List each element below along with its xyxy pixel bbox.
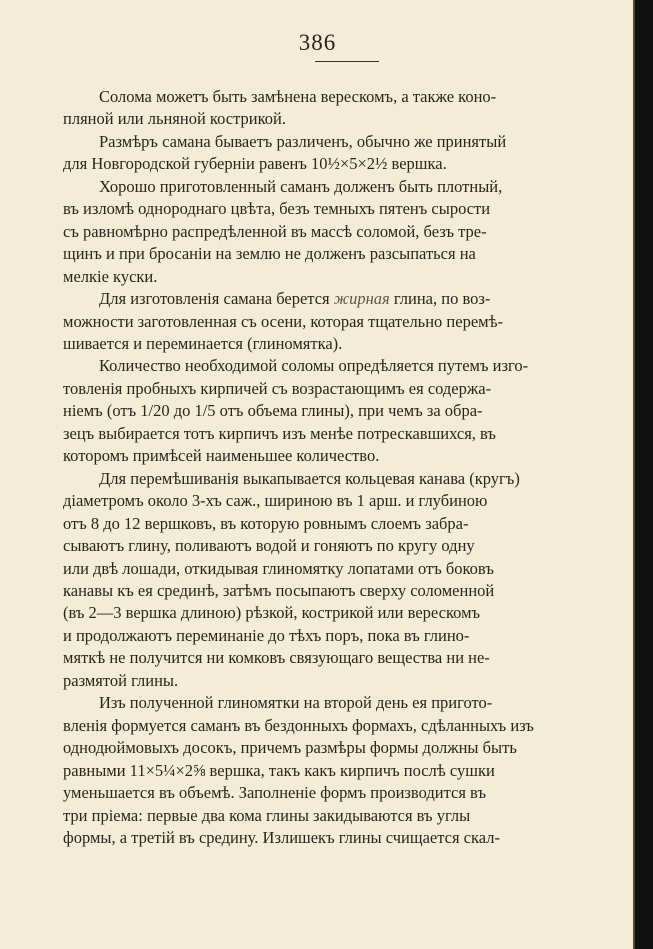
text-line: сываютъ глину, поливаютъ водой и гоняютъ по кругу одну bbox=[63, 536, 475, 556]
text-line: (въ 2—3 вершка длиною) рѣзкой, кострикой или верескомъ bbox=[63, 603, 481, 623]
text-line: равными 11×5¼×2⅝ вершка, такъ какъ кирпичъ послѣ сушки bbox=[63, 760, 495, 780]
text-line: мяткѣ не получится ни комковъ связующаго вещества ни не- bbox=[63, 648, 490, 668]
text-line: мелкіе куски. bbox=[63, 266, 158, 286]
text-line: для Новгородской губерніи равенъ 10½×5×2½ вершка. bbox=[63, 154, 447, 174]
text-line: уменьшается въ объемѣ. Заполненіе формъ производится въ bbox=[63, 783, 486, 803]
text-line: отъ 8 до 12 вершковъ, въ которую ровнымъ слоемъ забра- bbox=[63, 513, 469, 533]
text-line: товленія пробныхъ кирпичей съ возрастающимъ ея содержа- bbox=[63, 378, 492, 398]
text-line: шивается и переминается (глиномятка). bbox=[63, 333, 343, 353]
paragraph bbox=[63, 468, 628, 693]
text-line bbox=[63, 288, 628, 310]
page-number-underline bbox=[315, 61, 379, 62]
paragraph bbox=[63, 355, 628, 467]
page-number: 386 bbox=[298, 30, 337, 55]
page-body bbox=[63, 86, 628, 849]
book-binding-edge bbox=[635, 0, 653, 949]
emphasized-word: жирная bbox=[333, 289, 390, 309]
text-line: Изъ полученной глиномятки на второй день ея пригото- bbox=[99, 693, 493, 713]
text-line: пляной или льняной кострикой. bbox=[63, 109, 286, 129]
text-line: канавы къ ея срединѣ, затѣмъ посыпаютъ сверху соломенной bbox=[63, 580, 495, 600]
text-line: размятой глины. bbox=[63, 670, 179, 690]
text-line: Количество необходимой соломы опредѣляется путемъ изго- bbox=[99, 356, 529, 376]
text-line: можности заготовленная съ осени, которая тщательно перемѣ- bbox=[63, 311, 504, 331]
paragraph bbox=[63, 692, 628, 849]
text-line: Хорошо приготовленный саманъ долженъ быть плотный, bbox=[99, 176, 503, 196]
text-fragment: глина, по воз- bbox=[389, 289, 491, 309]
text-line: Размѣръ самана бываетъ различенъ, обычно же принятый bbox=[99, 131, 507, 151]
paragraph bbox=[63, 131, 628, 176]
text-line: щинъ и при бросаніи на землю не долженъ разсыпаться на bbox=[63, 244, 476, 264]
paragraph bbox=[63, 86, 628, 131]
text-line: и продолжаютъ переминаніе до тѣхъ поръ, пока въ глино- bbox=[63, 625, 470, 645]
paragraph bbox=[63, 176, 628, 288]
paragraph bbox=[63, 288, 628, 355]
text-line: въ изломѣ однороднаго цвѣта, безъ темныхъ пятенъ сырости bbox=[63, 199, 491, 219]
text-line: ніемъ (отъ 1/20 до 1/5 отъ объема глины), при чемъ за обра- bbox=[63, 401, 483, 421]
text-line: Для перемѣшиванія выкапывается кольцевая канава (кругъ) bbox=[99, 468, 520, 488]
text-line: или двѣ лошади, откидывая глиномятку лопатами отъ боковъ bbox=[63, 558, 494, 578]
text-line: Солома можетъ быть замѣнена верескомъ, а также коно- bbox=[99, 87, 497, 106]
text-line: вленія формуется саманъ въ бездонныхъ формахъ, сдѣланныхъ изъ bbox=[63, 715, 534, 735]
text-line: которомъ примѣсей наименьшее количество. bbox=[63, 446, 380, 466]
text-line: три пріема: первые два кома глины закидываются въ углы bbox=[63, 805, 471, 825]
text-line: формы, а третій въ средину. Излишекъ глины счищается скал- bbox=[63, 827, 500, 847]
text-fragment: Для изготовленія самана берется bbox=[99, 289, 334, 309]
text-line: однодюймовыхъ досокъ, причемъ размѣры формы должны быть bbox=[63, 738, 517, 758]
text-line: зецъ выбирается тотъ кирпичъ изъ менѣе потрескавшихся, въ bbox=[63, 423, 496, 443]
text-line: діаметромъ около 3-хъ саж., шириною въ 1 арш. и глубиною bbox=[63, 491, 488, 511]
text-line: съ равномѣрно распредѣленной въ массѣ соломой, безъ тре- bbox=[63, 221, 487, 241]
